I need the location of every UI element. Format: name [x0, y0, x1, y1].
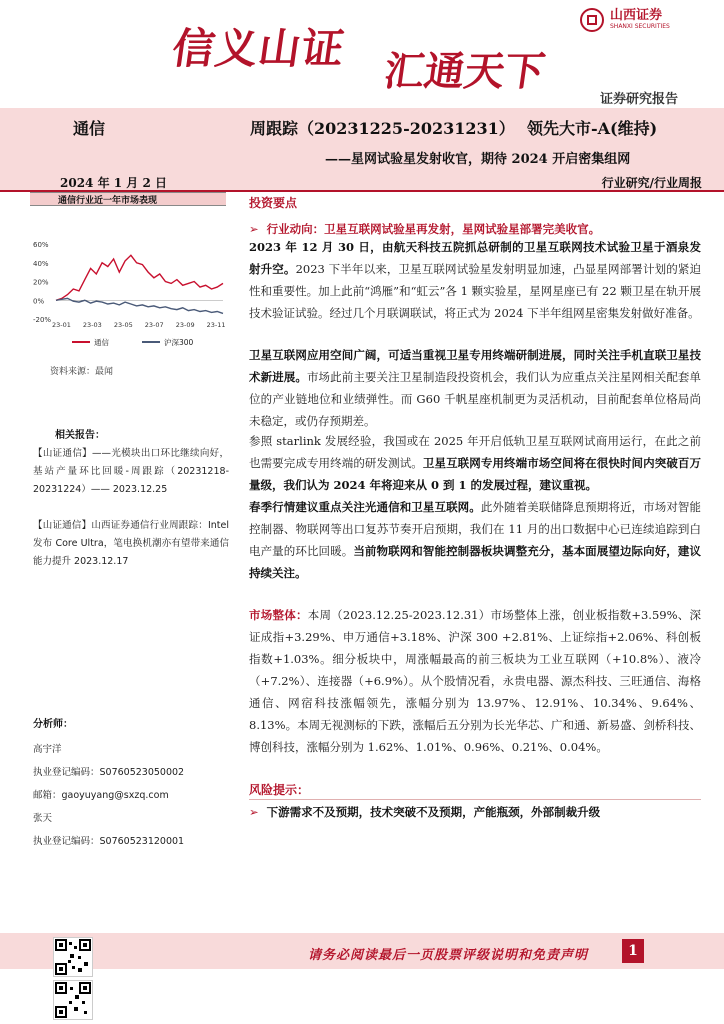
company-logo [580, 8, 670, 32]
bullet-arrow-icon: ➢ [249, 222, 259, 236]
x-tick-label: 23-09 [175, 321, 195, 329]
page-number: 1 [622, 939, 644, 963]
y-tick-label: 60% [33, 241, 49, 249]
x-tick-label: 23-05 [113, 321, 133, 329]
report-category: 行业研究/行业周报 [601, 176, 702, 190]
y-tick-label: 20% [33, 278, 49, 287]
industry-name: 通信 [73, 119, 106, 138]
report-date: 2024 年 1 月 2 日 [60, 176, 167, 190]
analyst-license-1: 执业登记编码：S0760523050002 [33, 767, 185, 778]
y-tick-label: 0% [33, 297, 45, 306]
legend-label: 通信 [94, 338, 109, 347]
analyst-email-1[interactable]: 邮箱：gaoyuyang@sxzq.com [33, 790, 169, 801]
report-period: 周跟踪（20231225-20231231） [250, 119, 515, 138]
logo-mark-icon [580, 8, 604, 32]
page-header [0, 0, 724, 108]
rating: 领先大市-A(维持) [527, 119, 658, 138]
analyst-heading: 分析师： [33, 719, 73, 730]
qr-code-icon [53, 937, 93, 977]
paragraph-4 [249, 496, 701, 584]
market-overview [249, 604, 701, 758]
risk-line [249, 801, 701, 823]
market-chart [32, 238, 227, 353]
analyst-license-2: 执业登记编码：S0760523120001 [33, 836, 185, 847]
chart-title: 通信行业近一年市场表现 [58, 196, 158, 206]
paragraph-1 [249, 236, 701, 324]
paragraph-2 [249, 344, 701, 432]
logo-name-cn: 山西证券 [610, 8, 663, 23]
logo-name-en: SHANXI SECURITIES [610, 23, 670, 30]
analyst-name-1: 高宇洋 [33, 744, 62, 755]
paragraph-1-lead: 2023 年 12 月 30 日，由航天科技五院抓总研制的卫星互联网技术试验卫星于酒泉发射升空。 [249, 240, 701, 276]
related-report-2[interactable]: 【山证通信】山西证券通信行业周跟踪：Intel 发布 Core Ultra，笔电换机潮亦有望带来通信能力提升 2023.12.17 [33, 520, 229, 567]
x-tick-label: 23-07 [144, 321, 164, 329]
paragraph-4-emphasis: 当前物联网和智能控制器板块调整充分，基本面展望边际向好，建议持续关注。 [249, 544, 701, 580]
paragraph-1-body: 2023 下半年以来，卫星互联网试验星发射明显加速，凸显星网部署计划的紧迫性和重要性。加上此前“鸿雁”和“虹云”各 1 颗实验星，星网星座已有 22 颗卫星在轨开展技术验证试验。经过几个月联调联试，将正式为 2024 下半年组网星密集发射做好准备。 [249, 262, 702, 320]
market-text: 本周（2023.12.25-2023.12.31）市场整体上涨，创业板指数+3.59%、深证成指+3.29%、申万通信+3.18%、沪深 300 +2.81%、上证综指+2.06%、科创板指数+1.03%。细分板块中，周涨幅最高的前三板块为工业互联网（+10.8%）、液冷（+7.2%）、连接器（+6.9%）。从个股情况看，永贵电器、源杰科技、三旺通信、海格通信、网宿科技涨幅领先，涨幅分别为 13.97%、12.91%、10.34%、9.64%、8.13%。本周无视测标的下跌，涨幅后五分别为长光华芯、广和通、新易盛、剑桥科技、博创科技，涨幅分别为 1.62%、1.01%、0.96%、0.21%、0.04%。 [249, 608, 701, 754]
market-chart-svg [32, 238, 227, 353]
paragraph-3 [249, 430, 701, 496]
paragraph-4-lead: 春季行情建议重点关注光通信和卫星互联网。 [249, 500, 481, 514]
x-tick-label: 23-01 [52, 321, 71, 329]
risk-label: 风险提示： [249, 783, 310, 797]
legend-label: 沪深300 [164, 338, 194, 347]
paragraph-3-body: 参照 starlink 发展经验，我国或在 2025 年开启低轨卫星互联网试商用运行，在此之前也需要完成专用终端的研发测试。 [249, 434, 701, 470]
disclaimer-notice: 请务必阅读最后一页股票评级说明和免责声明 [308, 948, 589, 963]
market-label: 市场整体： [249, 608, 308, 622]
trend-label: 行业动向：卫星互联网试验星再发射，星网试验星部署完美收官。 [266, 222, 601, 236]
highlights-title: 投资要点 [249, 196, 298, 210]
y-tick-label: 40% [33, 259, 49, 268]
report-type: 证券研究报告 [599, 92, 678, 107]
paragraph-2-body: 市场此前主要关注卫星制造段投资机会，我们认为应重点关注星网相关配套单位的产业链地位和业绩弹性。而 G60 千帆星座机制更为灵活机动，目前配套单位格局尚未稳定，或仍存预期差。 [249, 370, 702, 428]
paragraph-4-body: 此外随着美联储降息预期将近，市场对智能控制器、物联网等出口复苏节奏开启预期，我们在 11 月的出口数据中心已连续追踪到白电产量的环比回暖。 [249, 500, 701, 558]
related-report-1[interactable]: 【山证通信】——光模块出口环比继续向好，基站产量环比回暖-周跟踪（20231218-20231224）—— 2023.12.25 [33, 448, 229, 495]
risk-divider [249, 799, 701, 800]
paragraph-2-lead: 卫星互联网应用空间广阔，可适当重视卫星专用终端研制进展，同时关注手机直联卫星技术新进展。 [249, 348, 701, 384]
x-tick-label: 23-11 [206, 321, 226, 329]
risk-text: 下游需求不及预期，技术突破不及预期，产能瓶颈，外部制裁升级 [266, 805, 601, 819]
series-line-csi300 [56, 298, 223, 313]
chart-source: 资料来源：最闻 [50, 367, 114, 377]
report-subtitle: ——星网试验星发射收官，期待 2024 开启密集组网 [325, 152, 631, 167]
series-line-telecom [56, 255, 223, 300]
analyst-name-2: 张天 [33, 813, 53, 824]
related-reports-heading: 相关报告： [55, 430, 105, 441]
paragraph-3-emphasis: 卫星互联网专用终端市场空间将在很快时间内突破百万量级，我们认为 2024 年将迎来从 0 到 1 的发展过程，建议重视。 [249, 456, 702, 492]
y-tick-label: -20% [33, 316, 52, 324]
qr-code-icon [53, 980, 93, 1020]
slogan-left: 信义山证 [169, 24, 349, 73]
x-tick-label: 23-03 [82, 321, 102, 329]
bullet-arrow-icon: ➢ [249, 805, 259, 819]
slogan-right: 汇通天下 [381, 48, 548, 95]
